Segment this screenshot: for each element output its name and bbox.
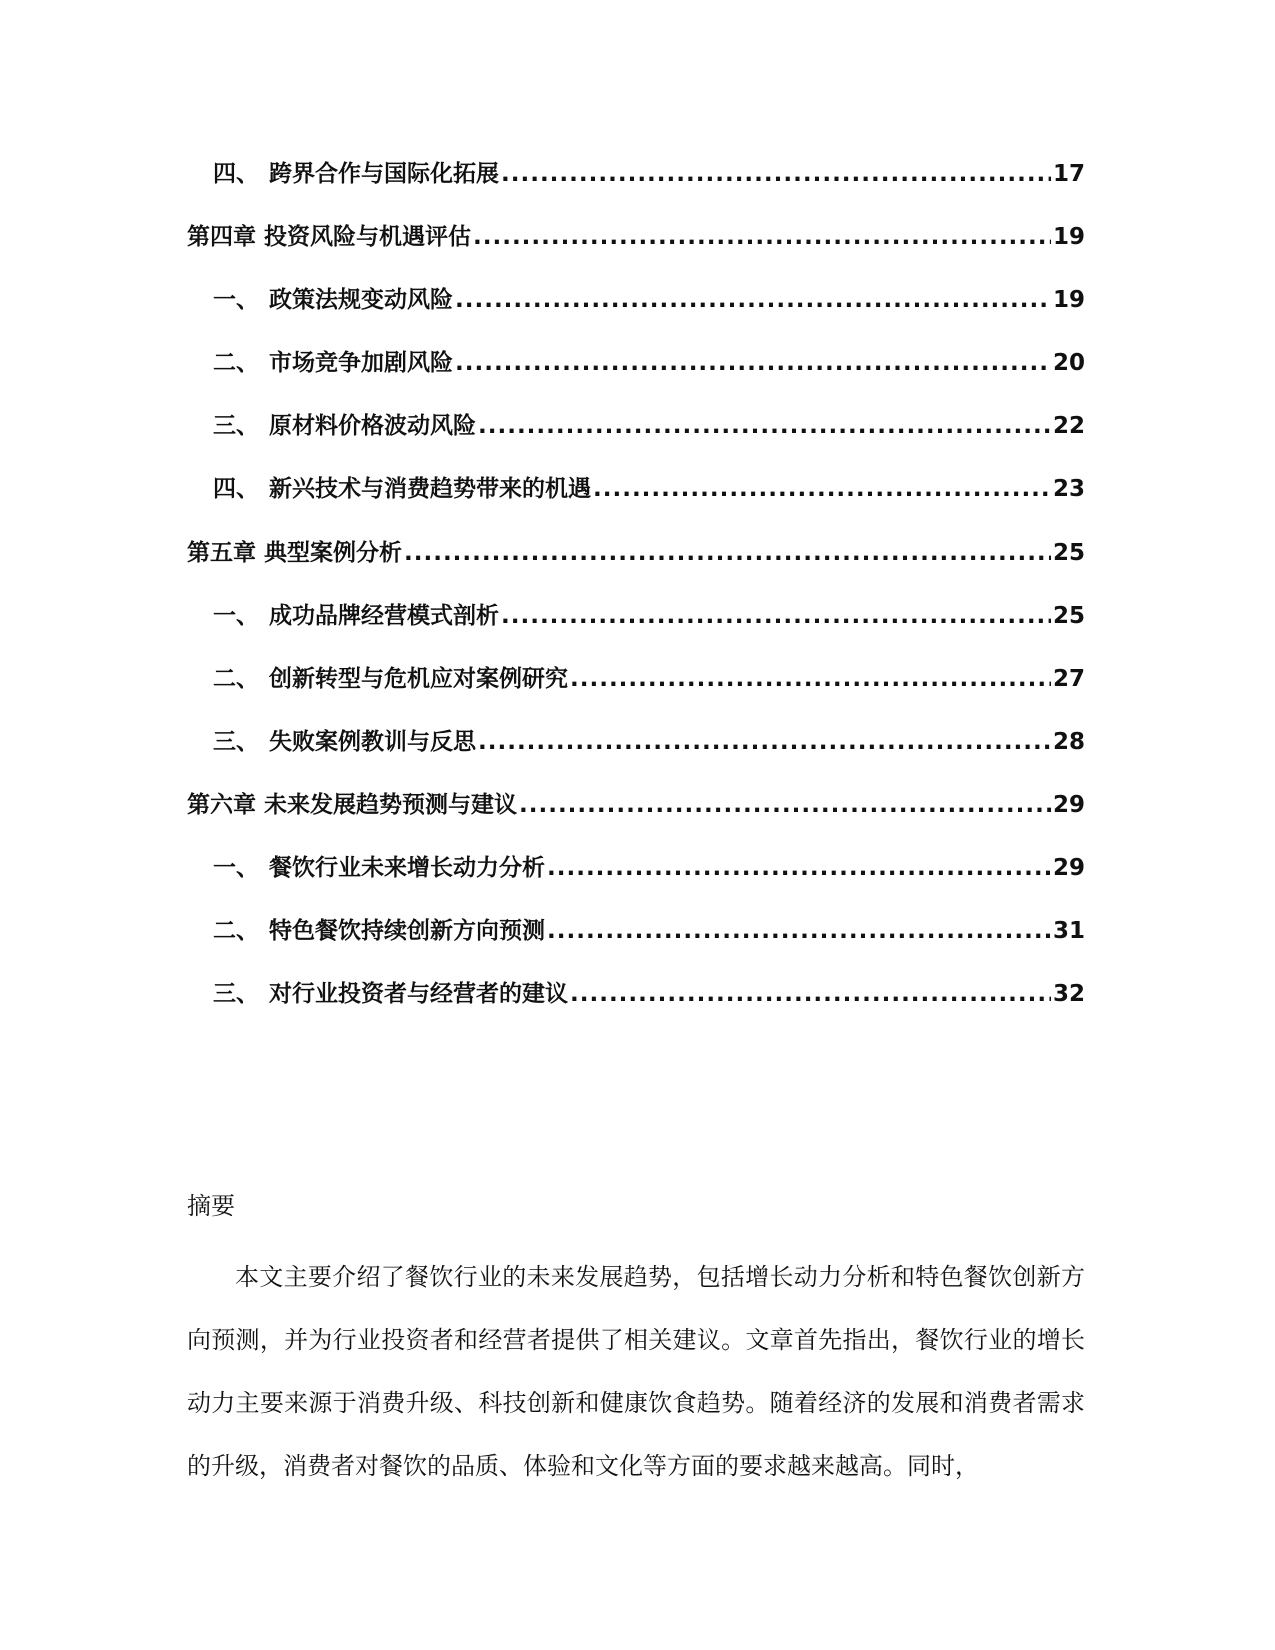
toc-dot-leader xyxy=(501,161,1051,187)
toc-entry-number: 四、 xyxy=(213,476,259,503)
toc-entry-title: 特色餐饮持续创新方向预测 xyxy=(269,918,545,945)
toc-entry[interactable] xyxy=(187,849,1085,912)
toc-dot-leader xyxy=(455,287,1051,313)
toc-entry-number: 三、 xyxy=(213,413,259,440)
table-of-contents xyxy=(187,155,1085,1038)
toc-entry-number: 第五章 xyxy=(187,539,256,566)
toc-entry-number: 二、 xyxy=(213,665,259,692)
toc-dot-leader xyxy=(455,350,1051,376)
toc-entry-title: 创新转型与危机应对案例研究 xyxy=(269,665,568,692)
toc-entry[interactable] xyxy=(187,534,1085,597)
toc-entry-title: 失败案例教训与反思 xyxy=(269,728,476,755)
toc-entry[interactable] xyxy=(187,975,1085,1038)
toc-dot-leader xyxy=(547,855,1051,881)
toc-entry-title: 政策法规变动风险 xyxy=(269,287,453,314)
toc-entry-number: 二、 xyxy=(213,918,259,945)
toc-entry-title: 未来发展趋势预测与建议 xyxy=(264,791,517,818)
toc-page-number: 29 xyxy=(1052,791,1085,818)
toc-page-number: 19 xyxy=(1052,287,1085,314)
toc-entry-title: 投资风险与机遇评估 xyxy=(264,224,471,251)
toc-entry-title: 跨界合作与国际化拓展 xyxy=(269,161,499,187)
toc-entry-title: 典型案例分析 xyxy=(264,539,402,566)
toc-page-number: 25 xyxy=(1052,602,1085,629)
toc-dot-leader xyxy=(570,981,1051,1007)
toc-entry[interactable] xyxy=(187,281,1085,344)
toc-entry-number: 三、 xyxy=(213,981,259,1008)
toc-dot-leader xyxy=(547,918,1051,944)
toc-entry[interactable] xyxy=(187,407,1085,470)
toc-page-number: 22 xyxy=(1052,413,1085,440)
toc-page-number: 31 xyxy=(1052,918,1085,945)
toc-page-number: 29 xyxy=(1052,855,1085,882)
toc-entry[interactable] xyxy=(187,218,1085,281)
toc-dot-leader xyxy=(570,666,1051,692)
toc-page-number: 32 xyxy=(1052,981,1085,1008)
toc-entry[interactable] xyxy=(187,344,1085,407)
toc-page-number: 27 xyxy=(1052,665,1085,692)
toc-entry-number: 四、 xyxy=(213,161,259,187)
toc-entry-title: 市场竞争加剧风险 xyxy=(269,350,453,377)
abstract-heading: 摘要 xyxy=(187,1192,235,1220)
abstract-paragraph: 本文主要介绍了餐饮行业的未来发展趋势，包括增长动力分析和特色餐饮创新方向预测，并为行业投资者和经营者提供了相关建议。文章首先指出，餐饮行业的增长动力主要来源于消费升级、科技创新和健康饮食趋势。随着经济的发展和消费者需求的升级，消费者对餐饮的品质、体验和文化等方面的要求越来越高。同时， xyxy=(187,1263,1085,1480)
toc-entry-number: 一、 xyxy=(213,855,259,882)
toc-entry-title: 对行业投资者与经营者的建议 xyxy=(269,981,568,1008)
toc-entry-number: 第六章 xyxy=(187,791,256,818)
toc-entry[interactable] xyxy=(187,597,1085,660)
toc-page-number: 28 xyxy=(1052,728,1085,755)
toc-dot-leader xyxy=(404,540,1051,566)
toc-page-number: 17 xyxy=(1052,161,1085,187)
toc-dot-leader xyxy=(519,792,1051,818)
toc-entry[interactable] xyxy=(187,786,1085,849)
toc-dot-leader xyxy=(473,224,1051,250)
toc-entry-number: 一、 xyxy=(213,287,259,314)
toc-dot-leader xyxy=(478,413,1051,439)
toc-entry-title: 原材料价格波动风险 xyxy=(269,413,476,440)
toc-dot-leader xyxy=(501,603,1051,629)
toc-page-number: 20 xyxy=(1052,350,1085,377)
toc-entry-title: 餐饮行业未来增长动力分析 xyxy=(269,855,545,882)
toc-entry[interactable] xyxy=(187,660,1085,723)
toc-entry[interactable] xyxy=(187,912,1085,975)
toc-entry[interactable] xyxy=(187,470,1085,533)
toc-page-number: 19 xyxy=(1052,224,1085,251)
toc-dot-leader xyxy=(593,476,1051,502)
toc-entry[interactable] xyxy=(187,155,1085,218)
toc-entry-number: 二、 xyxy=(213,350,259,377)
toc-entry-number: 一、 xyxy=(213,602,259,629)
toc-entry-number: 第四章 xyxy=(187,224,256,251)
toc-entry-number: 三、 xyxy=(213,728,259,755)
toc-entry-title: 成功品牌经营模式剖析 xyxy=(269,602,499,629)
toc-entry-title: 新兴技术与消费趋势带来的机遇 xyxy=(269,476,591,503)
toc-dot-leader xyxy=(478,729,1051,755)
toc-entry[interactable] xyxy=(187,723,1085,786)
toc-page-number: 23 xyxy=(1052,476,1085,503)
toc-page-number: 25 xyxy=(1052,539,1085,566)
